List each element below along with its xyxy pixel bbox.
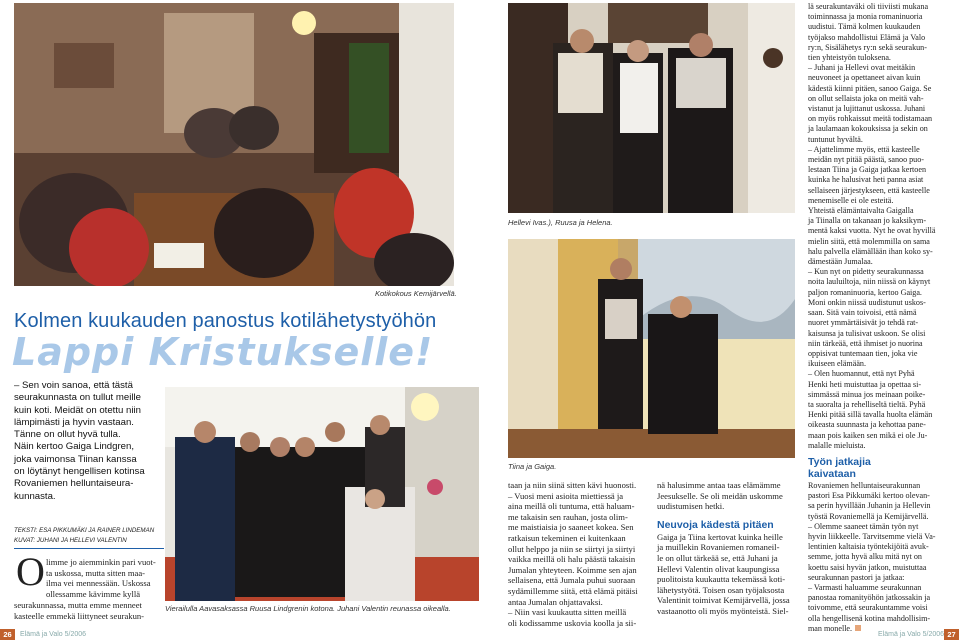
body-line: ollut helppo ja niin se siirtyi ja siirtyi xyxy=(508,543,636,554)
body-line: toiminnassa ja monia romaninuoria xyxy=(808,12,923,22)
article-lead xyxy=(14,380,164,503)
body-line: sellaisena, että Jumala puhui suoraan xyxy=(508,575,636,586)
body-line: – Vuosi meni asioita miettiessä ja xyxy=(508,490,624,501)
body-line: Moni onkin niissä uudistunut uskos- xyxy=(808,297,926,307)
article-kicker: Kolmen kuukauden panostus kotilähetystyöhön xyxy=(14,310,437,332)
body-line: on ollut sellaista joka on meitä vah- xyxy=(808,93,924,103)
body-line: kädestä kiinni pitäen, sanoo Gaiga. Se xyxy=(808,83,932,93)
page-number-right: 27 xyxy=(944,629,959,640)
body-line: ta suoralta ja rehelliseltä tieltä. Pyhä xyxy=(808,399,926,409)
body-line: oli kodissamme uskovia koolla ja sii- xyxy=(508,617,637,628)
body-line: oikeasta suunnasta ja kehottaa pane- xyxy=(808,420,926,430)
body-line: ry:n, Sisälähetys ry:n sekä seurakun- xyxy=(808,42,927,52)
body-line: mielin siitä, että molemmilla on sama xyxy=(808,236,930,246)
article-headline: Lappi Kristukselle! xyxy=(12,330,434,374)
body-line: sydämillemme siitä, että elämä pitäisi xyxy=(508,585,638,596)
body-line: ollessamme kävimme kyllä xyxy=(46,588,141,599)
lead-line: Rovaniemen helluntaiseura- xyxy=(14,478,134,490)
body-line: ikuiseen elämään. xyxy=(808,359,866,369)
body-line: neuvoneet ja opettaneet aivan kuin xyxy=(808,73,921,83)
lead-line: kunnasta. xyxy=(14,490,56,502)
body-line: olla hengellisenä kotina mahdollisim- xyxy=(808,613,931,623)
body-line: mentä kaksi vuotta. Nyt he ovat hyvillä xyxy=(808,226,936,236)
intro-paragraph xyxy=(46,557,158,599)
lead-line: Näin kertoo Gaiga Lindgren, xyxy=(14,441,134,453)
body-line: le on ollut tärkeää se, että Juhani ja xyxy=(657,552,778,563)
body-line: vaikka meillä oli halu päästä takaisin xyxy=(508,554,636,565)
photo-couple xyxy=(508,239,795,458)
photo-group xyxy=(165,387,479,601)
body-line: – Juhani ja Hellevi ovat meitäkin xyxy=(808,63,916,73)
lead-line: kuin koti. Meidät on otettu niin xyxy=(14,404,141,416)
body-line: Hellevi Valentin olivat kaupungissa xyxy=(657,563,780,574)
caption-three-women: Hellevi Ivas.), Ruusa ja Helena. xyxy=(508,218,613,227)
body-line: Valentinit toimivat Kemijärvellä, jossa xyxy=(657,595,790,606)
lead-line: seurakunnasta on tullut meille xyxy=(14,392,141,404)
lead-line: on löytänyt hengellisen kotinsa xyxy=(14,466,145,478)
body-line: Yhteistä elämäntaivalta Gaigalla xyxy=(808,206,914,216)
drop-cap: O xyxy=(16,549,45,594)
body-line: – Kun nyt on pidetty seurakunnassa xyxy=(808,267,924,277)
body-line: toivomme, että seurakuntamme voisi xyxy=(808,603,928,613)
lead-line: Tänne on ollut hyvä tulla. xyxy=(14,429,121,441)
body-line: Gaiga ja Tiina kertovat kuinka heille xyxy=(657,531,783,542)
body-line: antaa Jumalan ohjattavaksi. xyxy=(508,596,603,607)
body-line: sellaiseen järjestykseen, että kasteelle xyxy=(808,185,930,195)
body-line: – Olen huomannut, että nyt Pyhä xyxy=(808,369,915,379)
body-line: limme jo aiemminkin pari vuot- xyxy=(46,557,156,567)
intro-paragraph-continued xyxy=(14,600,160,621)
body-line: – Ajattelimme myös, että kasteelle xyxy=(808,144,920,154)
photo-three-women xyxy=(508,3,795,213)
credit-photos: KUVAT: JUHANI JA HELLEVI VALENTIN xyxy=(14,536,127,544)
body-line: Jumalan yhteyteen. Koimme sen ajan xyxy=(508,564,637,575)
body-line: uudistui. Tämä kolmen kuukauden xyxy=(808,22,921,32)
subheading-neuvoja: Neuvoja kädestä pitäen xyxy=(657,518,774,531)
body-line: tuntunut hyvältä. xyxy=(808,134,863,144)
body-line: ja laulamaan kokouksissa ja sekin on xyxy=(808,124,928,134)
body-line: menemiselle ei ole esteitä. xyxy=(808,195,894,205)
body-line: lentinien kaltaisia työntekijöitä avuk- xyxy=(808,542,929,552)
body-line: ja Tiinalla on takanaan jo kaksikym- xyxy=(808,216,927,226)
body-line: on myös rohkaissut meitä todistamaan xyxy=(808,114,933,124)
body-line: ja muillekin Rovaniemen romaneil- xyxy=(657,542,780,553)
body-line: – Varmasti haluamme seurakunnan xyxy=(808,582,922,592)
body-line: pastori Esa Pikkumäki kertoo olevan- xyxy=(808,491,930,501)
caption-group: Vierailulla Aavasaksassa Ruusa Lindgrenin kotona. Juhani Valentin reunassa oikealla. xyxy=(165,604,451,613)
body-line: tien yhteistyön tuloksena. xyxy=(808,53,891,63)
body-line: aina meillä oli tuntuma, että haluam- xyxy=(508,501,635,512)
body-line: meidän nyt pitää päästä, sanoo puo- xyxy=(808,155,924,165)
body-line: uudistumisen hetki. xyxy=(657,501,725,512)
body-line: me takaisin sen rauhan, josta olim- xyxy=(508,511,628,522)
body-line: maan pois kaiken sen mikä ei ole Ju- xyxy=(808,430,928,440)
body-line: sa perin hyvillään Juhanin ja Hellevin xyxy=(808,501,931,511)
subheading-kaivataan: kaivataan xyxy=(808,467,856,480)
body-line: paljon romaninuoria, kertoo Gaiga. xyxy=(808,287,922,297)
body-line: me maistiaisia jo saaneet kokea. Sen xyxy=(508,522,634,533)
body-line: vistanut ja lujittanut uskossa. Juhani xyxy=(808,104,926,114)
lead-line: lämpimästi ja hyvin vastaan. xyxy=(14,416,134,428)
lead-line: – Sen voin sanoa, että tästä xyxy=(14,380,133,391)
photo-living-room xyxy=(14,3,454,286)
body-line: seurakunnan pastori ja jatkaa: xyxy=(808,572,905,582)
lead-line: joka vaimonsa Tiinan kanssa xyxy=(14,453,137,465)
body-line: hyvin liikkeelle. Tarvitsemme vielä Va- xyxy=(808,531,936,541)
body-line: seurakunnassa, mutta emme menneet xyxy=(14,600,142,610)
credit-text: TEKSTI: ESA PIKKUMÄKI JA RAINER LINDEMAN xyxy=(14,527,155,534)
body-line: kuinka he halusivat heti panna asiat xyxy=(808,175,924,185)
body-line: työjakso mahdollistui Elämä ja Valo xyxy=(808,32,926,42)
body-line: kasteelle emmekä liittyneet seurakun- xyxy=(14,610,145,621)
subheading-tyon-jatkajia: Työn jatkajia xyxy=(808,455,871,468)
caption-living-room: Kotikokous Kemijärvellä. xyxy=(375,289,457,298)
article-column-b xyxy=(508,480,656,628)
article-column-d xyxy=(808,2,946,634)
body-line: simmässä minua jos meinaan poike- xyxy=(808,389,926,399)
body-line: työstä Rovaniemellä ja Kemijärvellä. xyxy=(808,511,929,521)
page-number-left: 26 xyxy=(0,629,15,640)
body-line: dämestään Jumalaa. xyxy=(808,257,873,267)
caption-couple: Tiina ja Gaiga. xyxy=(508,462,557,471)
body-line: Jeesukselle. Se oli meidän uskomme xyxy=(657,490,783,501)
body-line: – Olemme saaneet tämän työn nyt xyxy=(808,521,919,531)
body-line: ilma vei mennessään. Uskossa xyxy=(46,578,151,589)
body-line: Rovaniemen helluntaiseurakunnan xyxy=(808,480,921,490)
body-line: puolitoista kuukautta tekemässä koti- xyxy=(657,574,786,585)
body-line: – Niin vasi kuukautta sitten meillä xyxy=(508,607,627,618)
body-line: ratkaisun tekeminen ei kuitenkaan xyxy=(508,532,626,543)
body-line: koettu saisi hyvän jatkon, muistuttaa xyxy=(808,562,927,572)
body-line: lestaan Tiina ja Gaiga jatkaa kertoen xyxy=(808,165,926,175)
body-line: kaisunsa ja tulisivat uskoon. Se olisi xyxy=(808,328,926,338)
body-line: vastaanotto oli myös myönteistä. Siel- xyxy=(657,605,789,616)
body-line: semme, jotta hyvä alku mitä nyt on xyxy=(808,552,922,562)
body-line: lä seurakuntaväki oli tiiviisti mukana xyxy=(808,2,929,11)
body-line: malalle mieluista. xyxy=(808,440,866,450)
body-line-last: man monelle. xyxy=(808,623,853,633)
body-line: noita lauluiltoja, niin niissä on käynyt xyxy=(808,277,931,287)
body-line: oppisivat tuntemaan tien, joka vie xyxy=(808,348,918,358)
body-line: nä halusimme antaa taas elämämme xyxy=(657,480,781,490)
article-column-c xyxy=(657,480,795,617)
body-line: panostaa romanityöhön jatkossakin ja xyxy=(808,593,931,603)
footer-label-right: Elämä ja Valo 5/2006 xyxy=(878,631,945,638)
body-line: nuoret ymmärtäisivät jo tehdä rat- xyxy=(808,318,919,328)
end-of-article-icon xyxy=(855,625,861,631)
body-line: halu palvella elämällään ihan koko sy- xyxy=(808,246,933,256)
body-line: taan ja niin siinä sitten kävi huonosti. xyxy=(508,480,637,490)
body-line: niin tärkeää, että ihmiset jo nuorina xyxy=(808,338,923,348)
article-credits xyxy=(14,526,164,549)
body-line: Henki heti muistuttaa ja opettaa si- xyxy=(808,379,922,389)
body-line: saan. Sitä vain toivoisi, että nämä xyxy=(808,308,917,318)
footer-label-left: Elämä ja Valo 5/2006 xyxy=(20,631,87,638)
body-line: Henki pitää sillä tavalla huolta elämän xyxy=(808,410,933,420)
body-line: ta uskossa, mutta sitten maa- xyxy=(46,567,146,578)
body-line: lähetystyötä. Toisen osan työjaksosta xyxy=(657,584,785,595)
